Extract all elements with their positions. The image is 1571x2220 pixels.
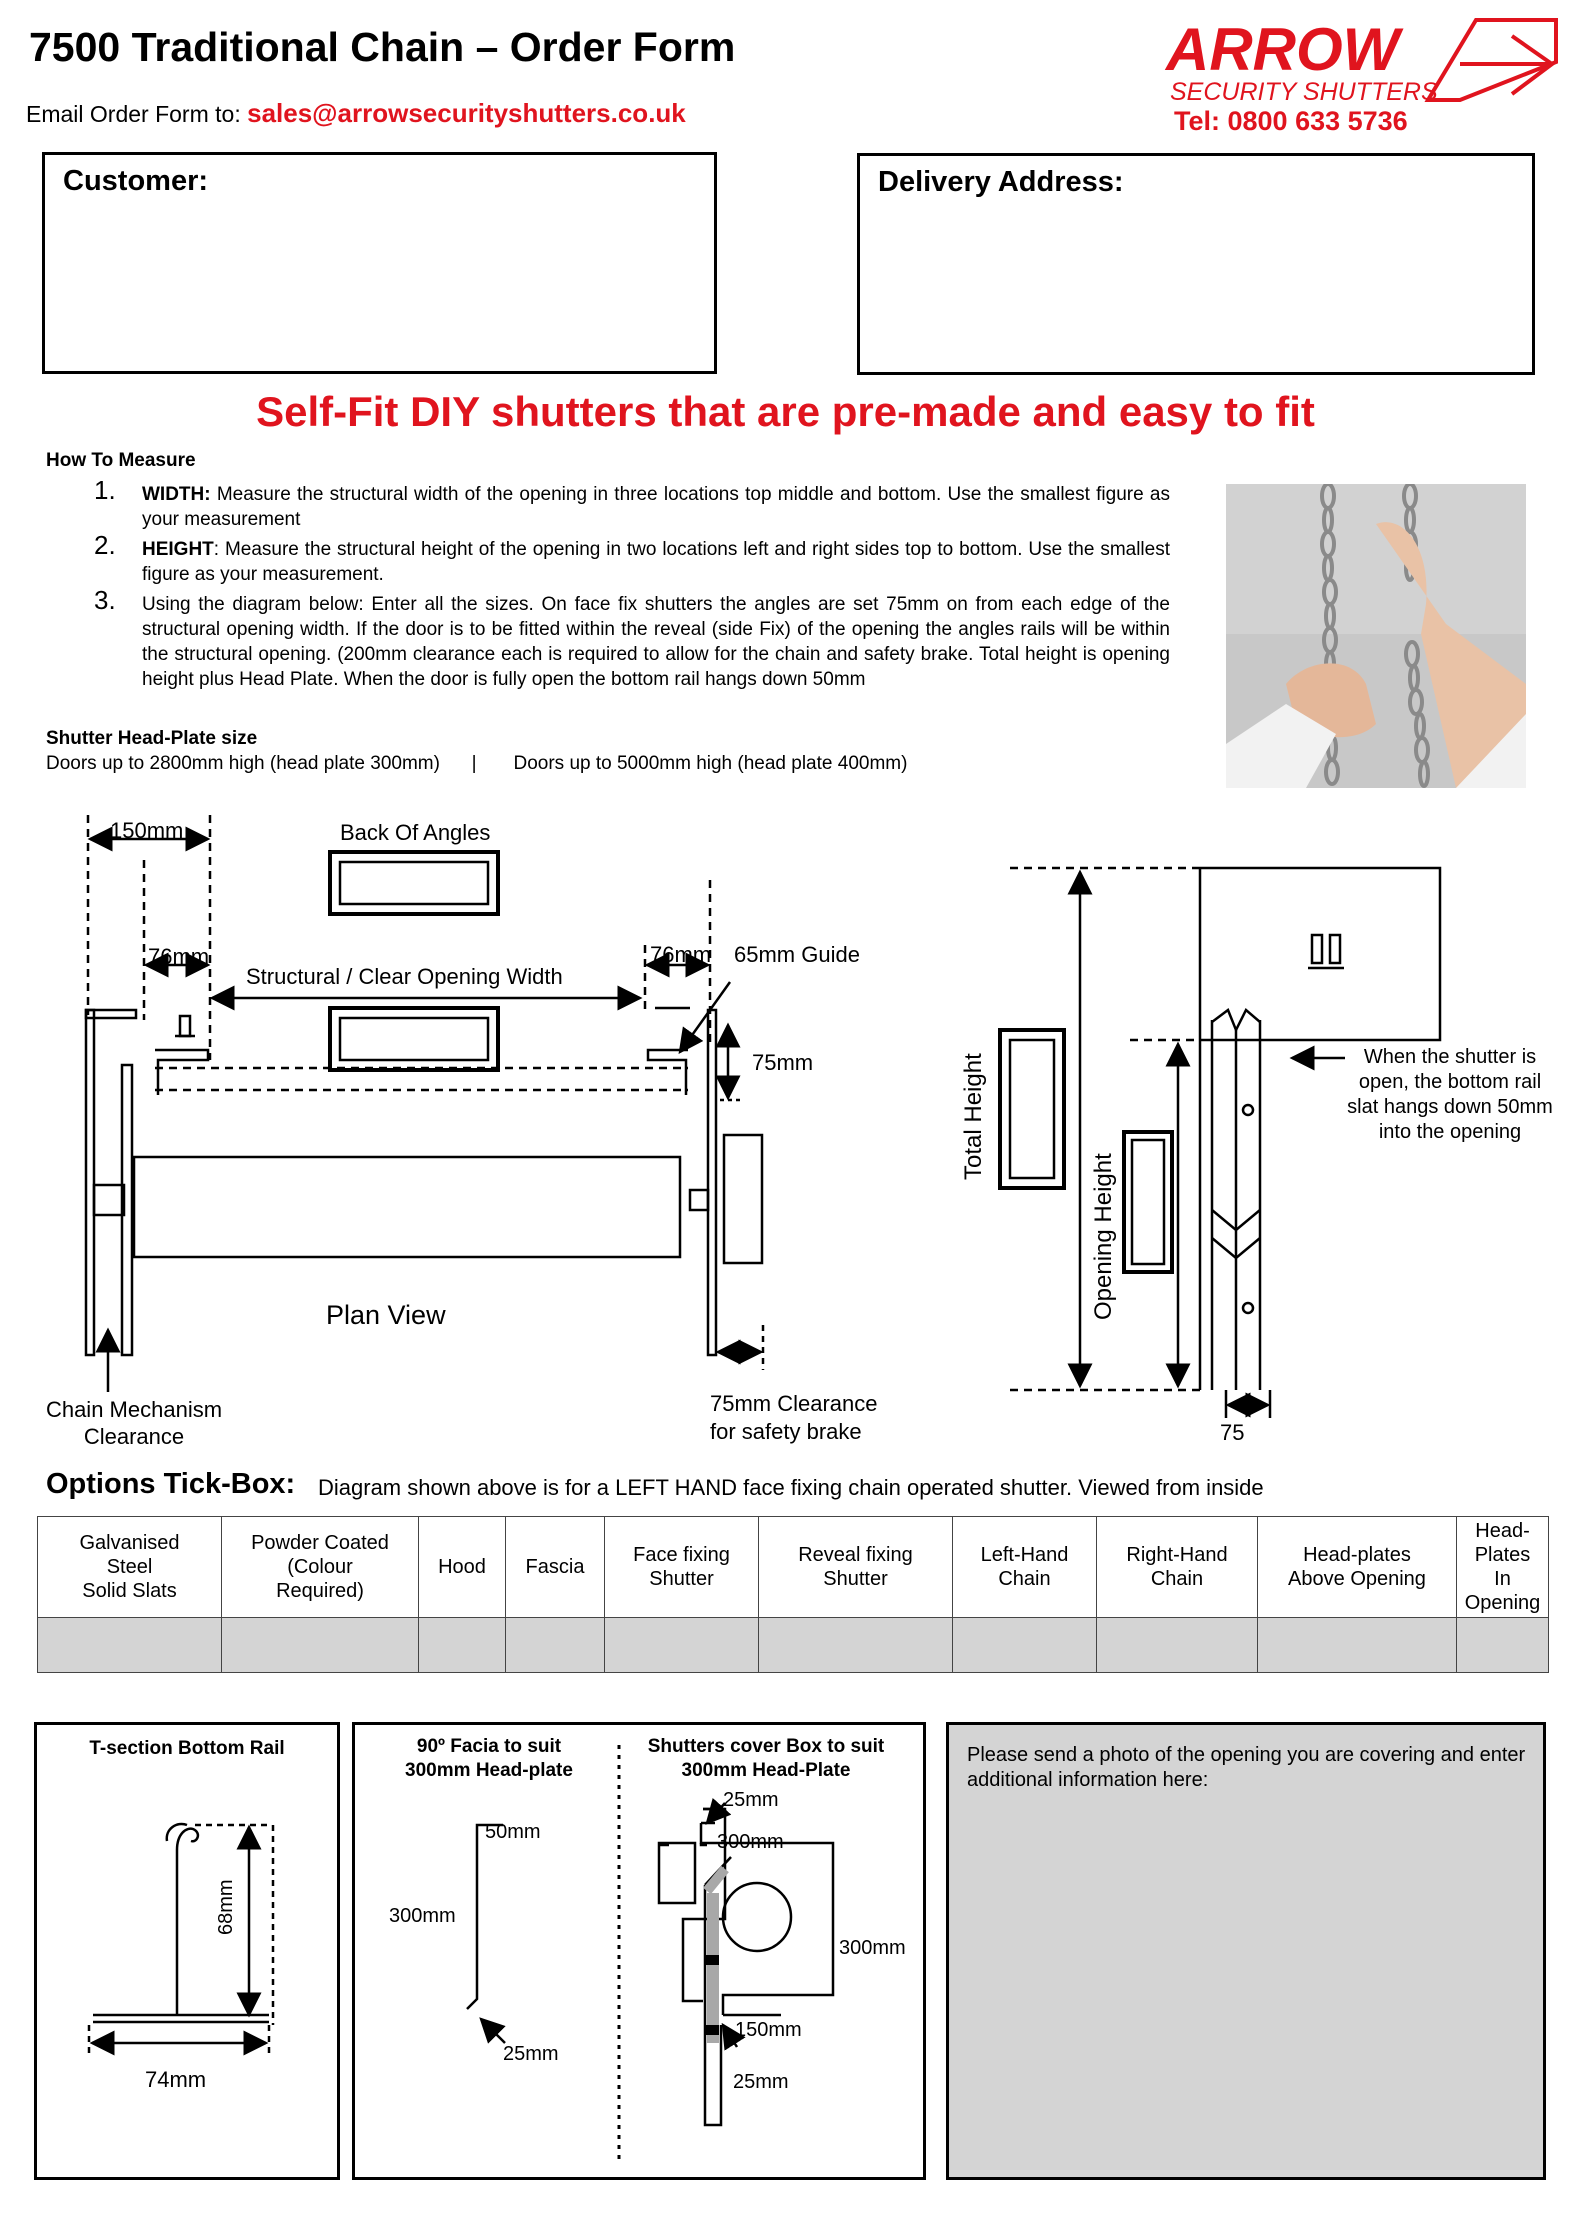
tagline: Self-Fit DIY shutters that are pre-made and easy to fit (256, 388, 1315, 435)
note-line: slat hangs down 50mm (1347, 1096, 1553, 1118)
chain-hands-photo (1226, 484, 1526, 788)
customer-box[interactable] (42, 152, 717, 374)
facia-dim-50: 50mm (485, 1821, 541, 1843)
note-line: open, the bottom rail (1358, 1071, 1542, 1093)
cover-dim-150: 150mm (735, 2019, 802, 2041)
option-header: Face fixing Shutter (605, 1517, 759, 1618)
options-header-row (38, 1517, 1549, 1618)
measure-steps (90, 475, 1170, 697)
telephone-number[interactable]: Tel: 0800 633 5736 (1174, 106, 1408, 136)
step-lead: WIDTH: (142, 484, 211, 505)
dim-76-right: 76mm (650, 942, 712, 967)
head-plate-title: Shutter Head-Plate size (46, 728, 258, 749)
delivery-address-box[interactable] (857, 153, 1535, 375)
cover-box-title: Shutters cover Box to suit 300mm Head-Plate (647, 1736, 885, 1781)
tick-box-reveal-fixing[interactable] (759, 1618, 953, 1673)
photo-info-panel[interactable] (946, 1722, 1546, 2180)
dim-75-rail: 75 (1220, 1420, 1245, 1445)
option-header: Head-plates Above Opening (1258, 1517, 1457, 1618)
step-number: 3. (94, 585, 116, 615)
total-height-label: Total Height (960, 1053, 987, 1180)
customer-label: Customer: (63, 165, 209, 197)
email-line (26, 98, 686, 129)
options-subtitle: Diagram shown above is for a LEFT HAND face fixing chain operated shutter. Viewed from inside (318, 1475, 1264, 1500)
tick-box-galvanised[interactable] (38, 1618, 222, 1673)
tick-box-head-plates-in[interactable] (1457, 1618, 1549, 1673)
delivery-address-label: Delivery Address: (878, 166, 1124, 198)
tick-box-hood[interactable] (419, 1618, 506, 1673)
facia-cover-panel (352, 1722, 926, 2180)
step-number: 1. (94, 475, 116, 505)
measure-step (90, 475, 1170, 532)
measure-step (90, 585, 1170, 692)
logo-brand: ARROW (1166, 16, 1400, 83)
step-text: Measure the structural width of the opening in three locations top middle and bottom. Use the smallest figure as your measurement (142, 484, 1170, 530)
logo-sub: SECURITY SHUTTERS (1170, 78, 1438, 104)
form-title: 7500 Traditional Chain – Order Form (29, 24, 736, 70)
opening-height-label: Opening Height (1090, 1153, 1117, 1320)
bottom-rail-title: T-section Bottom Rail (89, 1738, 285, 1759)
chain-clearance-line1: Chain Mechanism (45, 1397, 223, 1422)
back-of-angles-label: Back Of Angles (340, 820, 491, 845)
dim-75-vertical: 75mm (752, 1050, 814, 1075)
facia-dim-300: 300mm (389, 1905, 456, 1927)
measure-step (90, 530, 1170, 587)
arrow-logo (1160, 14, 1560, 104)
email-address-link[interactable]: sales@arrowsecurityshutters.co.uk (247, 98, 686, 128)
chain-clearance-label (36, 1396, 232, 1450)
note-line: When the shutter is (1363, 1046, 1537, 1068)
bottom-rail-panel (34, 1722, 340, 2180)
tick-box-powder-coated[interactable] (222, 1618, 419, 1673)
how-to-measure-title: How To Measure (46, 450, 196, 471)
step-text: Using the diagram below: Enter all the sizes. On face fix shutters the angles are set 75mm on from each edge of the structural opening width. If the door is to be fitted within the reveal (side Fix) of the opening the angles rails will be within the structural opening. (200mm clearance each is required to allow for the chain and safety brake. Total height is opening height plus Head Plate. When the door is fully open the bottom rail hangs down 50mm (142, 594, 1170, 690)
cover-dim-300-top: 300mm (717, 1831, 784, 1853)
facia-title: 90º Facia to suit 300mm Head-plate (405, 1736, 573, 1781)
option-header: Reveal fixing Shutter (759, 1517, 953, 1618)
cover-dim-25-top: 25mm (723, 1789, 779, 1811)
dim-68: 68mm (215, 1879, 237, 1935)
brake-clearance-label (710, 1390, 878, 1446)
brake-clearance-line1: 75mm Clearance (710, 1391, 878, 1416)
chain-clearance-line2: Clearance (83, 1424, 185, 1449)
tick-box-right-hand-chain[interactable] (1097, 1618, 1258, 1673)
options-table (37, 1516, 1549, 1673)
cover-dim-25-bottom: 25mm (733, 2071, 789, 2093)
option-header: Left-Hand Chain (953, 1517, 1097, 1618)
option-header: Powder Coated (Colour Required) (222, 1517, 419, 1618)
facia-dim-25: 25mm (503, 2043, 559, 2065)
note-line: into the opening (1378, 1121, 1522, 1143)
guide-65-label: 65mm Guide (734, 942, 860, 967)
option-header: Head-Plates In Opening (1457, 1517, 1549, 1618)
option-header: Right-Hand Chain (1097, 1517, 1258, 1618)
plan-view-label: Plan View (326, 1300, 446, 1330)
photo-info-text: Please send a photo of the opening you are covering and enter additional information here: (967, 1744, 1526, 1791)
step-lead: HEIGHT (142, 539, 214, 560)
dim-74: 74mm (145, 2067, 207, 2092)
cover-dim-300-side: 300mm (839, 1937, 906, 1959)
options-tick-row (38, 1618, 1549, 1673)
step-number: 2. (94, 530, 116, 560)
option-header: Hood (419, 1517, 506, 1618)
bottom-rail-note (1330, 1045, 1570, 1145)
tick-box-face-fixing[interactable] (605, 1618, 759, 1673)
head-plate-sizes: Doors up to 2800mm high (head plate 300mm) | Doors up to 5000mm high (head plate 400mm) (46, 753, 908, 774)
options-title: Options Tick-Box: (46, 1468, 296, 1500)
dim-150: 150mm (110, 818, 184, 843)
tick-box-head-plates-above[interactable] (1258, 1618, 1457, 1673)
option-header: Fascia (506, 1517, 605, 1618)
opening-width-label: Structural / Clear Opening Width (246, 964, 563, 989)
step-text: : Measure the structural height of the opening in two locations left and right sides top to bottom. Use the smallest figure as your measurement. (142, 539, 1170, 585)
email-prefix: Email Order Form to: (26, 101, 241, 127)
option-header: Galvanised Steel Solid Slats (38, 1517, 222, 1618)
tick-box-left-hand-chain[interactable] (953, 1618, 1097, 1673)
brake-clearance-line2: for safety brake (710, 1419, 862, 1444)
tick-box-fascia[interactable] (506, 1618, 605, 1673)
dim-76-left: 76mm (148, 944, 210, 969)
